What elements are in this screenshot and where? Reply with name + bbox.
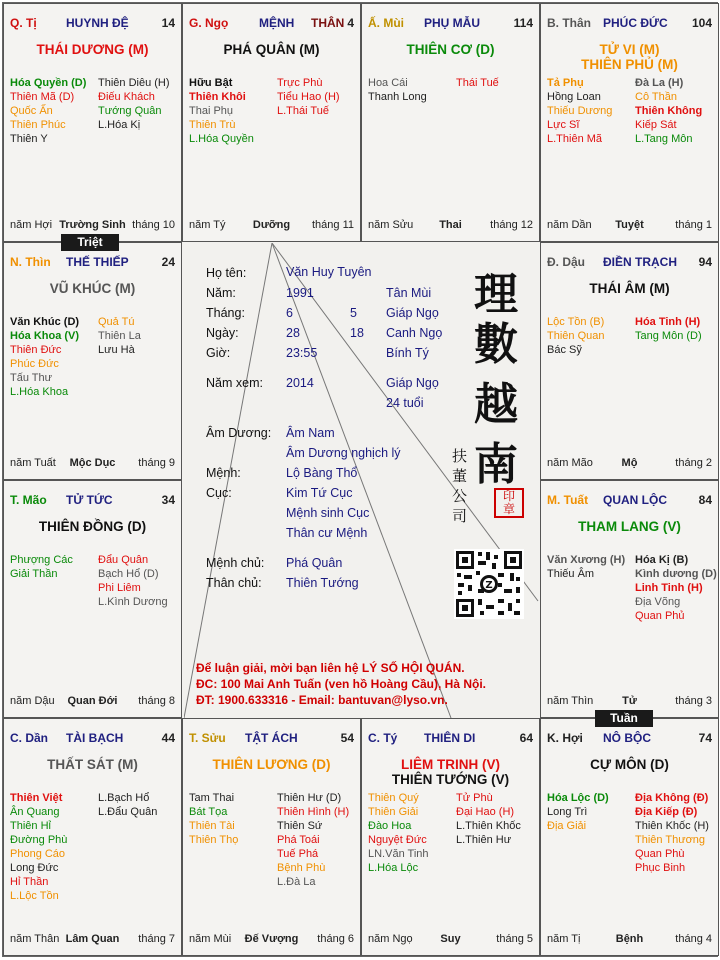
right-star-column <box>98 76 170 132</box>
palace-number: 44 <box>161 731 175 745</box>
palace-huynh-de <box>3 3 182 242</box>
minor-star: Văn Xương (H) <box>547 554 626 566</box>
tuan-tag: Tuần <box>595 710 653 727</box>
minor-star: Tiểu Hao (H) <box>277 91 340 103</box>
palace-stem: Q. Tị <box>10 16 37 30</box>
palace-header <box>10 731 175 747</box>
thang-can-value: Giáp Ngọ <box>386 306 439 320</box>
am-duong-label: Âm Dương: <box>206 426 272 440</box>
qr-code-graphic <box>454 549 524 619</box>
right-star-column <box>635 553 717 623</box>
minor-star: Cô Thần <box>635 91 677 103</box>
minor-star: Bệnh Phù <box>277 862 326 874</box>
minor-star: Thiên Khôi <box>189 91 246 103</box>
palace-phase: Bệnh <box>615 933 644 945</box>
palace-stem: Đ. Dậu <box>547 255 586 269</box>
minor-star: L.Lộc Tồn <box>10 890 59 902</box>
minor-star: Phá Toái <box>277 834 320 846</box>
minor-star: Hóa Tinh (H) <box>635 316 701 328</box>
palace-number: 4 <box>347 16 354 30</box>
main-star: THIÊN TƯỚNG (V) <box>391 772 510 787</box>
right-star-column <box>98 553 168 609</box>
palace-phase: Dưỡng <box>252 219 291 231</box>
minor-star: Thiên Giải <box>368 806 419 818</box>
contact-line-1: Để luận giải, mời bạn liên hệ LÝ SỐ HỘI QUÁN. <box>196 661 465 675</box>
than-chu-label: Thân chủ: <box>206 576 262 590</box>
minor-star: Thanh Long <box>368 91 427 103</box>
minor-star: Lộc Tồn (B) <box>547 316 605 328</box>
menh-chu-label: Mệnh chủ: <box>206 556 265 570</box>
palace-year: năm Sửu <box>368 219 414 231</box>
palace-name: PHỤ MẪU <box>424 16 480 30</box>
palace-stem: K. Hợi <box>547 731 583 745</box>
left-star-column <box>547 76 612 146</box>
palace-stem: C. Tý <box>368 731 398 745</box>
minor-star: Hỉ Thần <box>10 876 49 888</box>
triet-tag: Triệt <box>61 234 119 251</box>
small-calligraphy-char: 扶 <box>452 447 468 465</box>
palace-number: 14 <box>161 16 175 30</box>
left-star-column <box>368 791 429 875</box>
palace-month: tháng 9 <box>138 457 175 469</box>
palace-phuc-duc <box>540 3 719 242</box>
palace-year: năm Mão <box>547 457 593 469</box>
minor-star: Thiên Mã (D) <box>10 91 75 103</box>
am-duong-value: Âm Nam <box>286 426 335 440</box>
palace-year: năm Dần <box>547 219 592 231</box>
main-star: THIÊN PHỦ (M) <box>581 57 678 72</box>
palace-phase: Lâm Quan <box>65 933 120 945</box>
left-star-column <box>10 553 73 581</box>
palace-month: tháng 11 <box>311 219 354 231</box>
minor-star: Hóa Khoa (V) <box>10 330 80 342</box>
palace-number: 94 <box>698 255 712 269</box>
palace-number: 104 <box>691 16 712 30</box>
minor-star: Thiên Y <box>10 133 48 145</box>
menh-value: Lộ Bàng Thổ <box>286 466 358 480</box>
minor-star: Hữu Bật <box>189 77 233 89</box>
palace-name: NÔ BỘC <box>603 731 651 745</box>
palace-phase: Quan Đới <box>67 695 118 707</box>
palace-phase: Suy <box>440 933 461 945</box>
minor-star: Hoa Cái <box>368 77 408 89</box>
palace-number: 74 <box>698 731 712 745</box>
palace-header <box>547 493 712 509</box>
main-star: THẤT SÁT (M) <box>47 757 138 772</box>
palace-stem: T. Mão <box>10 493 47 507</box>
palace-month: tháng 1 <box>675 219 712 231</box>
minor-star: L.Kình Dương <box>98 596 168 608</box>
minor-star: Lưu Hà <box>98 344 135 356</box>
minor-star: Phục Binh <box>635 862 686 874</box>
minor-star: Địa Không (Đ) <box>635 792 709 804</box>
palace-month: tháng 4 <box>675 933 712 945</box>
palace-year: năm Dậu <box>10 695 55 707</box>
main-star: THÁI ÂM (M) <box>589 281 670 296</box>
thang-am-value: 5 <box>350 306 357 320</box>
small-calligraphy-char: 董 <box>452 467 468 485</box>
minor-star: L.Hóa Khoa <box>10 386 69 398</box>
minor-star: Văn Khúc (D) <box>10 316 80 328</box>
palace-thien-di <box>361 718 540 956</box>
palace-header <box>10 16 175 32</box>
contact-line-2: ĐC: 100 Mai Anh Tuấn (ven hồ Hoàng Cầu), Hà Nội. <box>196 677 487 691</box>
palace-header <box>10 255 175 271</box>
minor-star: Tấu Thư <box>10 372 53 384</box>
minor-star: Đại Hao (H) <box>456 806 515 818</box>
palace-stem: G. Ngọ <box>189 16 229 30</box>
contact-line-3: ĐT: 1900.633316 - Email: bantuvan@lyso.vn. <box>196 693 448 707</box>
minor-star: Thái Tuế <box>456 77 499 89</box>
minor-star: Tướng Quân <box>98 105 162 117</box>
palace-month: tháng 12 <box>490 219 533 231</box>
tuoi-value: 24 tuổi <box>386 396 424 410</box>
minor-star: Long Đức <box>10 862 59 874</box>
palace-month: tháng 3 <box>675 695 712 707</box>
palace-header <box>368 731 533 747</box>
than-chu-value: Thiên Tướng <box>286 576 359 590</box>
minor-star: Thiên Đức <box>10 344 62 356</box>
left-star-column <box>189 76 254 146</box>
gio-can-value: Bính Tý <box>386 346 429 360</box>
minor-star: Kình dương (D) <box>635 568 717 580</box>
palace-header <box>189 16 354 32</box>
palace-name: TÀI BẠCH <box>66 731 124 745</box>
minor-star: Tam Thai <box>189 792 235 804</box>
left-star-column <box>189 791 238 847</box>
main-star: THÁI DƯƠNG (M) <box>36 42 149 57</box>
main-star: TỬ VI (M) <box>599 42 660 57</box>
minor-star: Hồng Loan <box>547 91 601 103</box>
minor-star: Thiên Thọ <box>189 834 239 846</box>
horoscope-chart <box>2 2 718 957</box>
minor-star: Điếu Khách <box>98 91 155 103</box>
main-star: VŨ KHÚC (M) <box>49 281 136 296</box>
palace-quan-loc <box>540 480 719 718</box>
palace-header <box>547 731 712 747</box>
minor-star: L.Bạch Hổ <box>98 792 150 804</box>
minor-star: Kiếp Sát <box>635 119 677 131</box>
palace-phase: Mộc Dục <box>69 457 116 469</box>
minor-star: Tử Phù <box>456 792 493 804</box>
palace-phase: Mộ <box>621 457 638 469</box>
minor-star: Thiếu Dương <box>547 105 613 117</box>
palace-the-thiep <box>3 242 182 480</box>
minor-star: Thiên Không <box>635 105 703 117</box>
main-star: THIÊN CƠ (D) <box>406 42 495 57</box>
palace-stem: C. Dần <box>10 731 49 745</box>
nam-xem-value: 2014 <box>286 376 314 390</box>
qr-code[interactable] <box>454 549 524 619</box>
minor-star: L.Hóa Kị <box>98 119 141 131</box>
palace-year: năm Ngọ <box>368 933 413 945</box>
right-star-column <box>277 791 349 889</box>
left-star-column <box>368 76 427 104</box>
right-star-column <box>456 791 521 847</box>
palace-number: 24 <box>161 255 175 269</box>
minor-star: Tả Phụ <box>547 77 584 89</box>
minor-star: L.Đẩu Quân <box>98 806 158 818</box>
center-info-panel <box>184 243 540 720</box>
palace-phase: Đế Vượng <box>244 933 299 945</box>
palace-dien-trach <box>540 242 719 480</box>
left-star-column <box>10 791 67 903</box>
left-star-column <box>10 76 86 146</box>
palace-year: năm Mùi <box>189 933 232 945</box>
minor-star: L.Đà La <box>277 876 316 888</box>
minor-star: Thiên Hỉ <box>10 820 51 832</box>
minor-star: L.Tang Môn <box>635 133 693 145</box>
palace-footer <box>547 933 712 947</box>
minor-star: L.Thái Tuế <box>277 105 329 117</box>
palace-number: 54 <box>340 731 354 745</box>
palace-footer <box>10 695 175 709</box>
palace-header <box>368 16 533 32</box>
palace-header <box>547 16 712 32</box>
palace-year: năm Hợi <box>10 219 53 231</box>
minor-star: Quan Phù <box>635 848 685 860</box>
palace-month: tháng 7 <box>138 933 175 945</box>
palace-year: năm Tuất <box>10 457 56 469</box>
palace-tu-tuc <box>3 480 182 718</box>
palace-number: 114 <box>513 16 533 30</box>
minor-star: Địa Võng <box>635 596 681 608</box>
minor-star: Thiên Việt <box>10 792 63 804</box>
ngay-value: 28 <box>286 326 300 340</box>
palace-name: TẬT ÁCH <box>245 731 298 745</box>
main-star: THAM LANG (V) <box>578 519 681 534</box>
menh-label: Mệnh: <box>206 466 241 480</box>
minor-star: Phượng Các <box>10 554 73 566</box>
palace-year: năm Thìn <box>547 695 594 707</box>
palace-stem: M. Tuất <box>547 493 589 507</box>
minor-star: Quả Tú <box>98 316 135 328</box>
palace-header <box>10 493 175 509</box>
cuc-label: Cục: <box>206 486 232 500</box>
palace-name: HUYNH ĐỆ <box>66 16 129 30</box>
minor-star: Đào Hoa <box>368 820 412 832</box>
cuc-note-1: Mệnh sinh Cục <box>286 506 370 520</box>
red-seal-stamp: 印 章 <box>494 488 524 518</box>
minor-star: L.Thiên Mã <box>547 133 603 145</box>
palace-name: QUAN LỘC <box>603 493 667 507</box>
palace-month: tháng 10 <box>132 219 175 231</box>
calligraphy-char: 理 <box>474 269 518 320</box>
small-calligraphy-char: 公 <box>452 487 468 505</box>
thang-value: 6 <box>286 306 293 320</box>
palace-name: TỬ TỨC <box>66 493 113 507</box>
minor-star: L.Thiên Khốc <box>456 820 521 832</box>
palace-name: ĐIỀN TRẠCH <box>603 255 677 269</box>
nam-label: Năm: <box>206 286 236 300</box>
minor-star: Địa Giải <box>547 820 587 832</box>
right-star-column <box>635 791 709 875</box>
minor-star: Phong Cáo <box>10 848 66 860</box>
right-star-column <box>635 315 702 343</box>
calligraphy-char: 南 <box>474 439 518 490</box>
gio-label: Giờ: <box>206 346 231 360</box>
am-duong-note: Âm Dương nghịch lý <box>286 446 401 460</box>
palace-footer <box>547 219 712 233</box>
minor-star: Hóa Kị (B) <box>635 554 689 566</box>
right-star-column <box>98 791 157 819</box>
minor-star: L.Hóa Quyền <box>189 133 254 145</box>
minor-star: Tang Môn (D) <box>635 330 702 342</box>
minor-star: Thiên Trù <box>189 119 236 131</box>
minor-star: Quốc Ấn <box>10 105 53 117</box>
palace-tai-bach <box>3 718 182 956</box>
minor-star: L.Thiên Hư <box>456 834 512 846</box>
palace-name: THIÊN DI <box>424 731 476 745</box>
minor-star: Thiên Quý <box>368 792 419 804</box>
cuc-note-2: Thân cư Mệnh <box>286 526 368 540</box>
palace-footer <box>547 457 712 471</box>
palace-number: 34 <box>161 493 175 507</box>
palace-footer <box>368 219 533 233</box>
palace-year: năm Thân <box>10 933 60 945</box>
main-star: THIÊN ĐỒNG (D) <box>38 519 147 534</box>
ho-ten-value: Văn Huy Tuyên <box>286 265 372 279</box>
minor-star: Thiên La <box>98 330 141 342</box>
minor-star: Ân Quang <box>10 806 60 818</box>
palace-footer <box>189 933 354 947</box>
minor-star: Thiên Khốc (H) <box>635 820 709 832</box>
ngay-label: Ngày: <box>206 326 239 340</box>
right-star-column <box>277 76 340 118</box>
minor-star: Nguyệt Đức <box>368 834 427 846</box>
palace-footer <box>10 457 175 471</box>
left-star-column <box>547 315 604 357</box>
main-star: THIÊN LƯƠNG (D) <box>212 757 331 772</box>
cuc-value: Kim Tứ Cục <box>286 486 353 500</box>
minor-star: Hóa Quyền (D) <box>10 77 87 89</box>
ho-ten-label: Họ tên: <box>206 266 247 280</box>
nam-can-value: Tân Mùi <box>386 286 432 300</box>
palace-number: 64 <box>519 731 533 745</box>
svg-text:Z: Z <box>485 580 493 591</box>
minor-star: Lực Sĩ <box>547 119 580 131</box>
minor-star: Thiên Tài <box>189 820 235 832</box>
menh-chu-value: Phá Quân <box>286 556 343 570</box>
minor-star: Tuế Phá <box>277 848 319 860</box>
minor-star: LN.Văn Tinh <box>368 848 429 860</box>
minor-star: Thiên Phúc <box>10 119 66 131</box>
minor-star: Giải Thần <box>10 568 58 580</box>
minor-star: Thiên Hình (H) <box>277 806 350 818</box>
minor-star: Bát Tọa <box>189 806 228 818</box>
palace-stem: N. Thìn <box>10 255 51 269</box>
palace-stem: Ấ. Mùi <box>368 16 404 30</box>
palace-name: PHÚC ĐỨC <box>603 16 668 30</box>
palace-phase: Trường Sinh <box>59 219 126 231</box>
palace-number: 84 <box>698 493 712 507</box>
palace-name: THẾ THIẾP <box>66 255 129 269</box>
nam-xem-can-value: Giáp Ngọ <box>386 376 439 390</box>
minor-star: Thai Phụ <box>189 105 234 117</box>
main-star: LIÊM TRINH (V) <box>401 757 500 772</box>
minor-star: Hóa Lộc (D) <box>547 792 609 804</box>
palace-name: MỆNH <box>259 16 295 30</box>
palace-tat-ach <box>182 718 361 956</box>
palace-month: tháng 2 <box>675 457 712 469</box>
minor-star: Thiên Sứ <box>277 820 323 832</box>
minor-star: Thiên Thương <box>635 834 706 846</box>
palace-footer <box>189 219 354 233</box>
right-star-column <box>635 76 702 146</box>
minor-star: Phúc Đức <box>10 358 59 370</box>
palace-footer <box>368 933 533 947</box>
nam-value: 1991 <box>286 286 314 300</box>
palace-phu-mau <box>361 3 540 242</box>
palace-header <box>189 731 354 747</box>
small-calligraphy-char: 司 <box>452 507 468 525</box>
ngay-am-value: 18 <box>350 326 364 340</box>
palace-year: năm Tý <box>189 219 226 231</box>
minor-star: L.Hóa Lộc <box>368 862 419 874</box>
palace-than-marker: THÂN <box>311 16 345 30</box>
palace-year: năm Tị <box>547 933 581 945</box>
minor-star: Bác Sỹ <box>547 344 582 356</box>
thang-label: Tháng: <box>206 306 245 320</box>
minor-star: Địa Kiếp (Đ) <box>635 806 698 818</box>
left-star-column <box>10 315 79 399</box>
minor-star: Thiên Hư (D) <box>277 792 342 804</box>
minor-star: Quan Phủ <box>635 610 685 622</box>
palace-month: tháng 5 <box>496 933 533 945</box>
palace-footer <box>10 933 175 947</box>
palace-month: tháng 8 <box>138 695 175 707</box>
calligraphy-char: 越 <box>474 379 518 430</box>
minor-star: Long Trì <box>547 806 588 818</box>
palace-footer <box>547 695 712 709</box>
main-star: CỰ MÔN (D) <box>590 757 669 772</box>
minor-star: Đà La (H) <box>635 77 684 89</box>
calligraphy-char: 數 <box>474 319 518 370</box>
palace-phase: Tuyệt <box>615 219 644 231</box>
palace-no-boc <box>540 718 719 956</box>
minor-star: Bạch Hổ (D) <box>98 568 159 580</box>
palace-stem: T. Sửu <box>189 731 226 745</box>
minor-star: Trực Phù <box>277 77 323 89</box>
right-star-column <box>98 315 141 357</box>
minor-star: Thiên Diêu (H) <box>98 77 170 89</box>
ngay-can-value: Canh Ngọ <box>386 326 443 340</box>
right-star-column <box>456 76 499 90</box>
palace-menh <box>182 3 361 242</box>
minor-star: Thiên Quan <box>547 330 605 342</box>
minor-star: Đẩu Quân <box>98 554 149 566</box>
palace-phase: Thai <box>439 219 462 231</box>
palace-header <box>547 255 712 271</box>
main-star: PHÁ QUÂN (M) <box>223 42 320 57</box>
gio-value: 23:55 <box>286 346 318 360</box>
palace-month: tháng 6 <box>317 933 354 945</box>
minor-star: Linh Tinh (H) <box>635 582 703 594</box>
palace-footer <box>10 219 175 233</box>
minor-star: Thiếu Âm <box>547 568 595 580</box>
nam-xem-label: Năm xem: <box>206 376 263 390</box>
palace-phase: Tử <box>622 695 637 707</box>
minor-star: Đường Phù <box>10 834 68 846</box>
palace-stem: B. Thân <box>547 16 591 30</box>
left-star-column <box>547 791 609 833</box>
minor-star: Phi Liêm <box>98 582 141 594</box>
left-star-column <box>547 553 625 581</box>
